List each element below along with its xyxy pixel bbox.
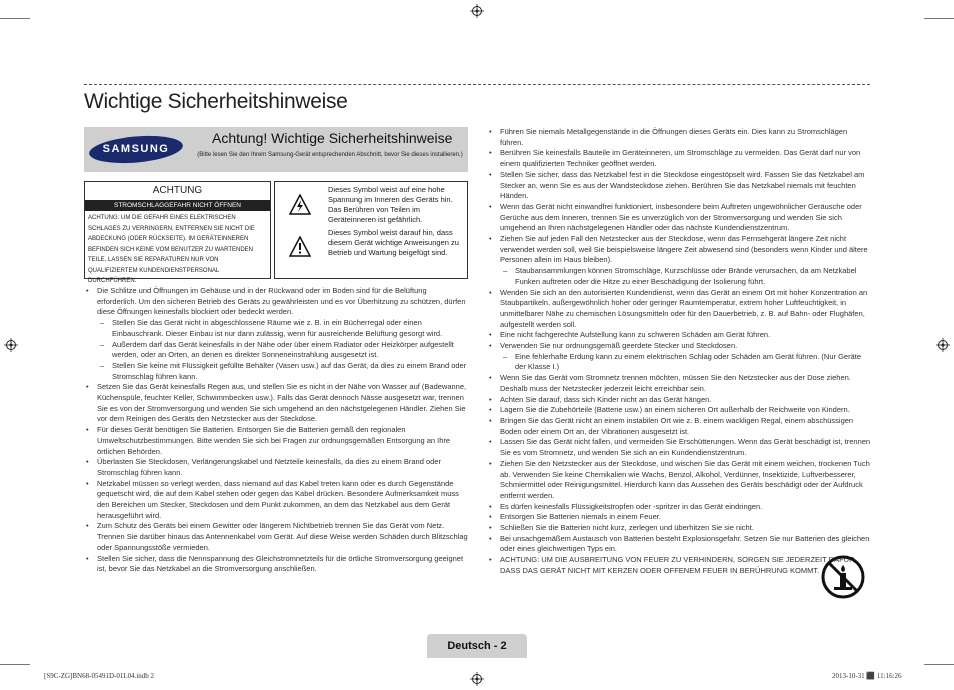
list-item: • Zum Schutz des Geräts bei einem Gewitter oder längerem Nichtbetrieb trennen Sie das Gerät vom Netz. Trennen Sie darüber hinaus das Antennenkabel vom Gerät. Auf diese Weise werden Schäden durch Blitzschlag oder Spannungsstöße vermieden. (84, 521, 468, 553)
list-item: • Eine nicht fachgerechte Aufstellung kann zu schweren Schäden am Gerät führen. (487, 330, 871, 341)
list-item: • Berühren Sie keinesfalls Bauteile im Geräteinneren, um Stromschläge zu vermeiden. Das Gerät darf nur von einem qualifizierten Techniker geöffnet werden. (487, 148, 871, 169)
crop-mark (924, 664, 954, 665)
crop-mark (0, 664, 30, 665)
right-column (487, 127, 871, 577)
header-divider (84, 84, 870, 85)
sub-list-item: – Stellen Sie keine mit Flüssigkeit gefüllte Behälter (Vasen usw.) auf das Gerät, da dies zu einem Brand oder Stromschlag führen kann. (84, 361, 468, 382)
no-candle-icon (820, 554, 866, 600)
list-item: • Wenn das Gerät nicht einwandfrei funktioniert, insbesondere beim Auftreten ungewöhnlicher Geräusche oder Gerüche aus dem Inneren, trennen Sie es unverzüglich von der Stromversorgung und wenden Sie sich umgehend an Ihren nächstgelegenen Händler oder das nächste Kundendienstzentrum. (487, 202, 871, 234)
list-item: • Es dürfen keinesfalls Flüssigkeitstropfen oder -spritzer in das Gerät eindringen. (487, 502, 871, 513)
caution-box (84, 181, 271, 284)
samsung-logo-text: SAMSUNG (102, 143, 170, 155)
list-item: • Überlasten Sie Steckdosen, Verlängerungskabel und Netzteile keinesfalls, da dies zu einem Brand oder Stromschlag führen kann. (84, 457, 468, 478)
list-item: • Stellen Sie sicher, dass das Netzkabel fest in die Steckdose eingestöpselt wird. Fassen Sie das Netzkabel am Stecker an, wenn Sie es aus der Wandsteckdose ziehen. Berühren Sie das Netzkabel niemals mit feuchten Händen. (487, 170, 871, 202)
section-header-subtitle: (Bitte lesen Sie den Ihrem Samsung-Gerät entsprechenden Abschnitt, bevor Sie dieses installieren.) (197, 152, 463, 158)
registration-mark-icon (936, 338, 950, 352)
list-item: • Lagern Sie die Zubehörteile (Batterie usw.) an einem sicheren Ort außerhalb der Reichweite von Kindern. (487, 405, 871, 416)
sub-list-item: – Staubansammlungen können Stromschläge, Kurzschlüsse oder Brände verursachen, da am Netzkabel Funken auftreten oder die Hitze zu einer Beschädigung der Isolierung führt. (487, 266, 871, 287)
list-item: • Verwenden Sie nur ordnungsgemäß geerdete Stecker und Steckdosen. (487, 341, 871, 352)
left-column (84, 286, 468, 575)
page-title: Wichtige Sicherheitshinweise (84, 90, 348, 113)
crop-mark (924, 18, 954, 19)
list-item: • Bringen Sie das Gerät nicht an einem instabilen Ort wie z. B. einem wackligen Regal, einem abschüssigen Boden oder einem Ort an, der Vibrationen ausgesetzt ist. (487, 416, 871, 437)
list-item: • Schließen Sie die Batterien nicht kurz, zerlegen und überhitzen Sie sie nicht. (487, 523, 871, 534)
symbol-text: Dieses Symbol weist darauf hin, dass diesem Gerät wichtige Anweisungen zu Betrieb und Wartung beigefügt sind. (328, 228, 459, 257)
symbol-box (274, 181, 468, 279)
high-voltage-icon (289, 194, 311, 216)
page-number-tab (427, 634, 527, 658)
sub-list-item: – Stellen Sie das Gerät nicht in abgeschlossene Räume wie z. B. in ein Bücherregal oder einen Einbauschrank. Dieser Einbau ist nur dann zulässig, wenn für ausreichende Belüftung gesorgt wird. (84, 318, 468, 339)
page-number: Deutsch - 2 (447, 640, 507, 652)
list-item: • Bei unsachgemäßem Austausch von Batterien besteht Explosionsgefahr. Setzen Sie nur Batterien des gleichen oder eines gleichwertigen Typs ein. (487, 534, 871, 555)
footer-timestamp: 2013-10-31 ⬛ 11:16:26 (832, 672, 902, 680)
caution-text: ACHTUNG: UM DIE GEFAHR EINES ELEKTRISCHEN SCHLAGES ZU VERRINGERN, ENTFERNEN SIE NICHT DIE ABDECKUNG (ODER RÜCKSEITE). IM GERÄTEINNEREN BEFINDEN SICH KEINE VOM BENUTZER ZU WARTENDEN TEILE. LASSEN SIE REPARATUREN NUR VON QUALIFIZIERTEM KUNDENDIENSTPERSONAL DURCHFÜHREN. (88, 215, 255, 284)
list-item: • Führen Sie niemals Metallgegenstände in die Öffnungen dieses Geräts ein. Dies kann zu Stromschlägen führen. (487, 127, 871, 148)
list-item: • Wenn Sie das Gerät vom Stromnetz trennen möchten, müssen Sie den Netzstecker aus der Dose ziehen. Deshalb muss der Netzstecker jederzeit leicht erreichbar sein. (487, 373, 871, 394)
section-header-title: Achtung! Wichtige Sicherheitshinweise (212, 130, 453, 146)
list-item: • Entsorgen Sie Batterien niemals in einem Feuer. (487, 512, 871, 523)
caution-title: ACHTUNG (152, 185, 203, 196)
list-item: • Ziehen Sie den Netzstecker aus der Steckdose, und wischen Sie das Gerät mit einem weichen, trockenen Tuch ab. Verwenden Sie keine Chemikalien wie Wachs, Benzol, Alkohol, Verdünner, Insektizide, Luftverbesserer, Schmiermittel oder Reinigungsmittel. Hierdurch kann das Aussehen des Geräts beschädigt oder der Aufdruck entfernt werden. (487, 459, 871, 502)
exclamation-icon (289, 236, 311, 258)
list-item: • ACHTUNG: UM DIE AUSBREITUNG VON FEUER ZU VERHINDERN, SORGEN SIE JEDERZEIT DAFÜR, DASS DAS GERÄT NICHT MIT KERZEN ODER OFFENEM FEUER IN BERÜHRUNG KOMMT. (487, 555, 871, 576)
list-item: • Ziehen Sie auf jeden Fall den Netzstecker aus der Steckdose, wenn das Fernsehgerät längere Zeit nicht verwendet werden soll, weil Sie beispielsweise längere Zeit abwesend sind (besonders wenn Kinder und ältere Personen allein im Haus bleiben). (487, 234, 871, 266)
list-item: • Lassen Sie das Gerät nicht fallen, und vermeiden Sie Erschütterungen. Wenn das Gerät beschädigt ist, trennen Sie es vom Stromnetz, und wenden Sie sich an ein Kundendienstzentrum. (487, 437, 871, 458)
registration-mark-icon (4, 338, 18, 352)
section-header (84, 127, 468, 172)
symbol-text: Dieses Symbol weist auf eine hohe Spannung im Inneren des Geräts hin. Das Berühren von Teilen im Geräteinneren ist gefährlich. (328, 185, 453, 224)
registration-mark-icon (470, 4, 484, 18)
sub-list-item: – Außerdem darf das Gerät keinesfalls in der Nähe oder über einem Radiator oder Heizkörper aufgestellt werden, oder an Orten, an denen es direkter Sonneneinstrahlung ausgesetzt ist. (84, 340, 468, 361)
list-item: • Für dieses Gerät benötigen Sie Batterien. Entsorgen Sie die Batterien gemäß den regionalen Umweltschutzbestimmungen. Bitte wenden Sie sich bei Fragen zur ordnungsgemäßen Entsorgung an Ihre örtlichen Behörden. (84, 425, 468, 457)
footer-file: [S9C-ZG]BN68-05491D-01L04.indb 2 (44, 672, 155, 680)
list-item: • Netzkabel müssen so verlegt werden, dass niemand auf das Kabel treten kann oder es durch Gegenstände gequetscht wird, die auf dem Kabel stehen oder gegen das Kabel drücken. Besondere Aufmerksamkeit muss den Bereichen um Stecker, Steckdosen und dem Punkt zukommen, an dem das Netzkabel aus dem Gerät herausgeführt wird. (84, 479, 468, 522)
list-item: • Wenden Sie sich an den autorisierten Kundendienst, wenn das Gerät an einem Ort mit hoher Konzentration an Staubpartikeln, außergewöhnlich hoher oder geringer Raumtemperatur, extrem hoher Luftfeuchtigkeit, in unmittelbarer Nähe zu chemischen Lösungsmitteln oder für den Dauerbetrieb, z. B. auf Bahn- oder Flughäfen, aufgestellt werden soll. (487, 288, 871, 331)
registration-mark-icon (470, 672, 484, 686)
list-item: • Setzen Sie das Gerät keinesfalls Regen aus, und stellen Sie es nicht in der Nähe von Wasser auf (Badewanne, Küchenspüle, feuchter Keller, Schwimmbecken usw.). Falls das Gerät dennoch Nässe ausgesetzt war, trennen Sie es von der Stromversorgung und wenden Sie sich umgehend an den nächstgelegenen Händler. Ziehen Sie vor dem Reinigen des Geräts den Netzstecker aus der Steckdose. (84, 382, 468, 425)
sub-list-item: – Eine fehlerhafte Erdung kann zu einem elektrischen Schlag oder Schäden am Gerät führen. (Nur Geräte der Klasse I.) (487, 352, 871, 373)
list-item: • Stellen Sie sicher, dass die Nennspannung des Gleichstromnetzteils für die örtliche Stromversorgung geeignet ist, bevor Sie das Netzkabel an die Stromversorgung anschließen. (84, 554, 468, 575)
caution-bar: STROMSCHLAGGEFAHR NICHT ÖFFNEN (85, 200, 270, 211)
crop-mark (0, 18, 30, 19)
list-item: • Die Schlitze und Öffnungen im Gehäuse und in der Rückwand oder im Boden sind für die Belüftung erforderlich. Um den sicheren Betrieb des Geräts zu gewährleisten und es vor Überhitzung zu schützen, dürfen diese Öffnungen keinesfalls blockiert oder bedeckt werden. (84, 286, 468, 318)
list-item: • Achten Sie darauf, dass sich Kinder nicht an das Gerät hängen. (487, 395, 871, 406)
